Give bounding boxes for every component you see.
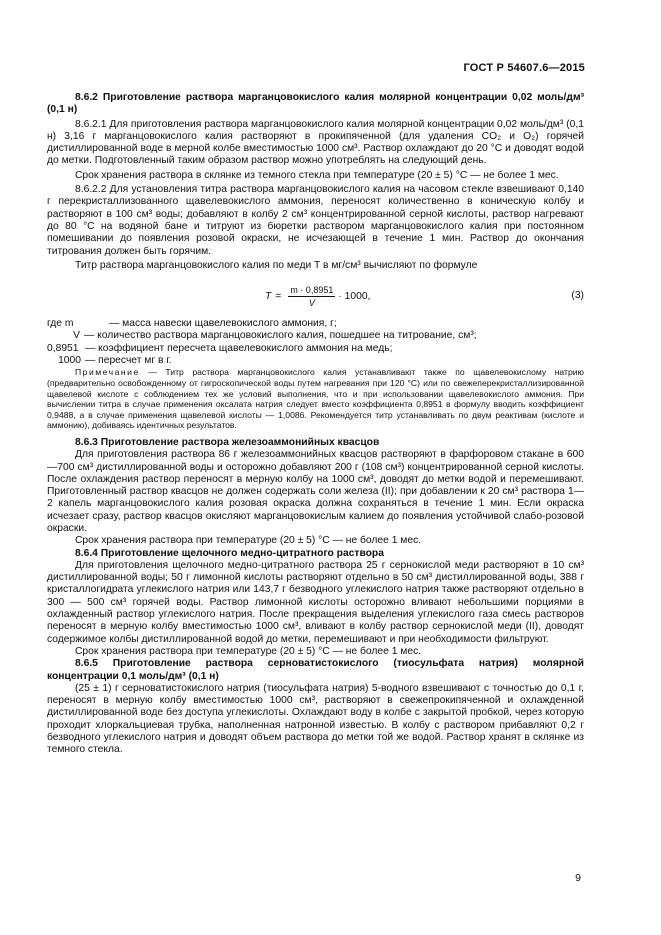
paragraph: Срок хранения раствора при температуре (20 ± 5) °С — не более 1 мес. (75, 645, 422, 657)
paragraph: Для приготовления раствора 86 г железоаммонийных квасцов растворяют в фарфоровом стакане в 600—700 см³ дистиллированной воды и осторожно добавляют 200 г (108 см³) концентрированной серной кислоты. После охлаждения раствор переносят в мерную колбу на 1000 см³, доводят до метки водой и перемешивают. Приготовленный раствор квасцов не должен содержать соли железа (II); при добавлении к 20 см³ раствора 1—2 капель марганцовокислого калия розовая окраска должна сохраняться в течение 1 мин. Если окраска исчезает сразу, раствор квасцов окисляют марганцовокислым калием до появления устойчивой слабо-розовой окраски. (47, 449, 584, 534)
legend-text: — коэффициент пересчета щавелевокислого аммония на медь; (85, 342, 393, 354)
section-8-6-4-title: 8.6.4 Приготовление щелочного медно-цитратного раствора (75, 547, 384, 559)
legend-text: — количество раствора марганцовокислого калия, пошедшее на титрование, см³; (84, 330, 477, 342)
legend-row (47, 343, 584, 355)
paragraph: (25 ± 1) г серноватистокислого натрия (тиосульфата натрия) 5-водного взвешивают с точностью до 0,1 г, переносят в мерную колбу вместимостью 1000 см³, растворяют в свежепрокипяченной и охлажденной дистиллированной воде без доступа углекислоты. Охлаждают воду в колбе с закрытой пробкой, через которую проходит хлоркальциевая трубка, наполненная натронной известью. В колбу с раствором прибавляют 0,2 г безводного углекислого натрия и доводят объем раствора до метки той же водой. Раствор хранят в склянке из темного стекла. (47, 682, 584, 756)
formula-legend (47, 318, 584, 367)
paragraph: Для приготовления щелочного медно-цитратного раствора 25 г сернокислой меди растворяют в 10 см³ дистиллированной воды; 50 г лимонной кислоты растворяют отдельно в 50 см³ дистиллированной воды, 388 г кристаллогидрата углекислого натрия или 143,7 г безводного углекислого натрия также растворяют отдельно в 300 — 500 см³ горячей воды. Раствор лимонной кислоты осторожно вливают небольшими порциями в охлажденный раствор углекислого натрия. После прекращения выделения углекислого газа смесь растворов переносят в мерную колбу вместимостью 1000 см³, вливают в колбу раствор сернокислой меди (II), доводят содержимое колбы дистиллированной водой до метки, перемешивают и при необходимости фильтруют. (47, 559, 584, 645)
legend-row (47, 318, 584, 330)
note (47, 367, 584, 431)
formula-numerator: m · 0,8951 (290, 285, 334, 296)
formula-denominator: V (308, 298, 315, 309)
formula-equals: = (275, 290, 282, 302)
formula-number: (3) (571, 290, 584, 302)
paragraph: Срок хранения раствора при температуре (20 ± 5) °С — не более 1 мес. (75, 535, 422, 547)
formula-lhs: T (265, 290, 272, 302)
formula-tail: · 1000, (338, 290, 371, 302)
paragraph: 8.6.2.2 Для установления титра раствора марганцовокислого калия на часовом стекле взвешивают 0,140 г перекристаллизованного щавелевокислого аммония, переносят количественно в коническую колбу и растворяют в 100 см³ воды; добавляют в колбу 2 см³ концентрированной серной кислоты, раствор нагревают до 80 °С на водяной бане и титруют из бюретки раствором марганцовокислого калия при постоянном помешивании до появления розовой окраски, не исчезающей в течение 1 мин. Раствор до окончания титрования должен быть горячим. (47, 184, 584, 257)
note-label: Примечание (75, 367, 140, 378)
paragraph: Срок хранения раствора в склянке из темного стекла при температуре (20 ± 5) °С — не более 1 мес. (75, 169, 559, 181)
page-number: 9 (575, 872, 581, 884)
legend-key: 1000 (58, 355, 81, 367)
section-8-6-3-title: 8.6.3 Приготовление раствора железоаммонийных квасцов (75, 436, 380, 448)
legend-text: — пересчет мг в г. (85, 355, 172, 367)
formula-fraction (288, 284, 335, 309)
legend-key: 0,8951 (47, 342, 79, 354)
legend-key: V (73, 330, 80, 342)
paragraph: 8.6.2.1 Для приготовления раствора марганцовокислого калия молярной концентрации 0,02 моль/дм³ (0,1 н) 3,16 г марганцовокислого калия растворяют в прокипяченной (для удаления CO₂ и O₂) горячей дистиллированной воде в мерной колбе вместимостью 1000 см³. Раствор охлаждают до 20 °С и доводят водой до метки. Подготовленный таким образом раствор можно употреблять на следующий день. (47, 118, 584, 167)
document-body (47, 92, 584, 757)
legend-row (47, 355, 584, 367)
legend-key: где m (47, 318, 74, 330)
standard-header: ГОСТ Р 54607.6—2015 (463, 62, 585, 74)
legend-text: — масса навески щавелевокислого аммония, г; (109, 318, 337, 330)
legend-row (47, 330, 584, 342)
paragraph: Титр раствора марганцовокислого калия по меди T в мг/см³ вычисляют по формуле (75, 259, 478, 271)
formula-expression (265, 284, 370, 309)
section-8-6-2-title: 8.6.2 Приготовление раствора марганцовокислого калия молярной концентрации 0,02 моль/дм³ (0,1 н) (47, 92, 584, 116)
note-text: — Титр раствора марганцовокислого калия устанавливают также по щавелевокислому натрию (предварительно освобожденному от гигроскопической воды путем нагревания при 120 °С) или по свежеперекристаллизированной щавелевой кислоте с соблюдением тех же условий выполнения, что и при использовании щавелевокислого аммония. При вычислении титра в случае применения оксалата натрия следует вместо коэффициента 0,8951 в формулу вводить коэффициент 0,9488, а в случае применения щавелевой кислоты — 1,0086. Рекомендуется титр устанавливать по двум реактивам (кислоте и аммонию), добиваясь идентичных результатов. (47, 367, 584, 431)
section-8-6-5-title: 8.6.5 Приготовление раствора серноватистокислого (тиосульфата натрия) молярной концентрации 0,1 моль/дм³ (0,1 н) (47, 658, 584, 682)
formula-3 (47, 276, 584, 312)
